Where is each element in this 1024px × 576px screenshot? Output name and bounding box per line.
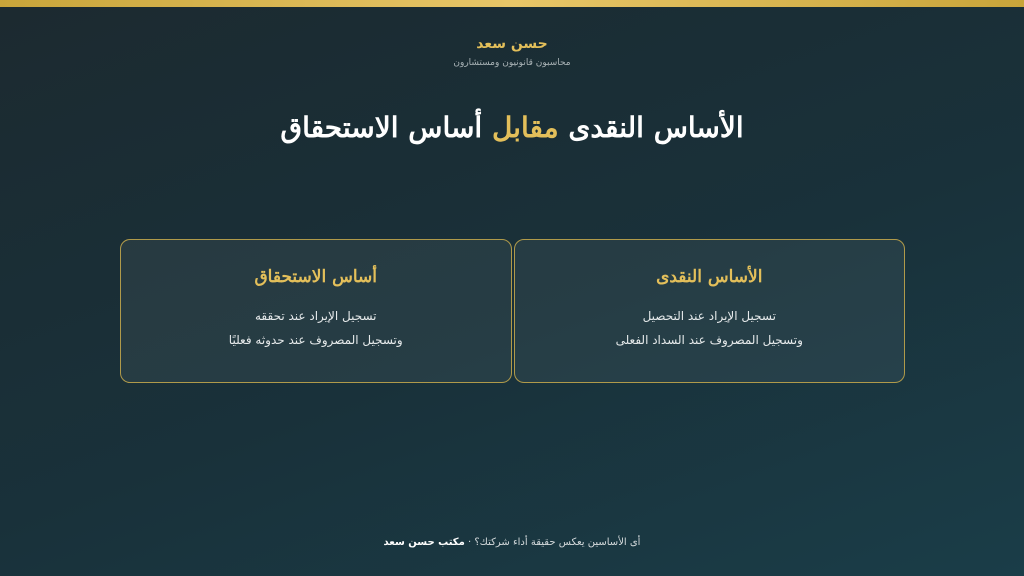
- card-title: أساس الاستحقاق: [254, 267, 378, 287]
- brand-tagline: محاسبون قانونيون ومستشارون: [453, 58, 571, 68]
- comparison-cards: [120, 239, 905, 383]
- card-accrual-basis: [120, 239, 512, 383]
- title-part-cash: الأساس النقدى: [568, 111, 744, 144]
- brand-block: [0, 34, 1024, 69]
- footer-brand: مكتب حسن سعد: [383, 537, 465, 548]
- card-line: وتسجيل المصروف عند حدوثه فعليًا: [228, 333, 403, 347]
- card-cash-basis: [514, 239, 906, 383]
- card-line: تسجيل الإيراد عند تحققه: [255, 309, 377, 323]
- card-line: تسجيل الإيراد عند التحصيل: [642, 309, 776, 323]
- footer-question: أى الأساسين يعكس حقيقة أداء شركتك؟: [474, 537, 641, 548]
- card-title: الأساس النقدى: [656, 267, 763, 287]
- title-part-accrual: أساس الاستحقاق: [280, 111, 483, 144]
- title-accent-versus: مقابل: [491, 111, 559, 144]
- card-line: وتسجيل المصروف عند السداد الفعلى: [615, 333, 803, 347]
- brand-name: حسن سعد: [476, 36, 548, 52]
- footer-separator: ·: [464, 537, 475, 548]
- top-accent-bar: [0, 0, 1024, 7]
- footer: [0, 536, 1024, 550]
- page-title: [0, 108, 1024, 148]
